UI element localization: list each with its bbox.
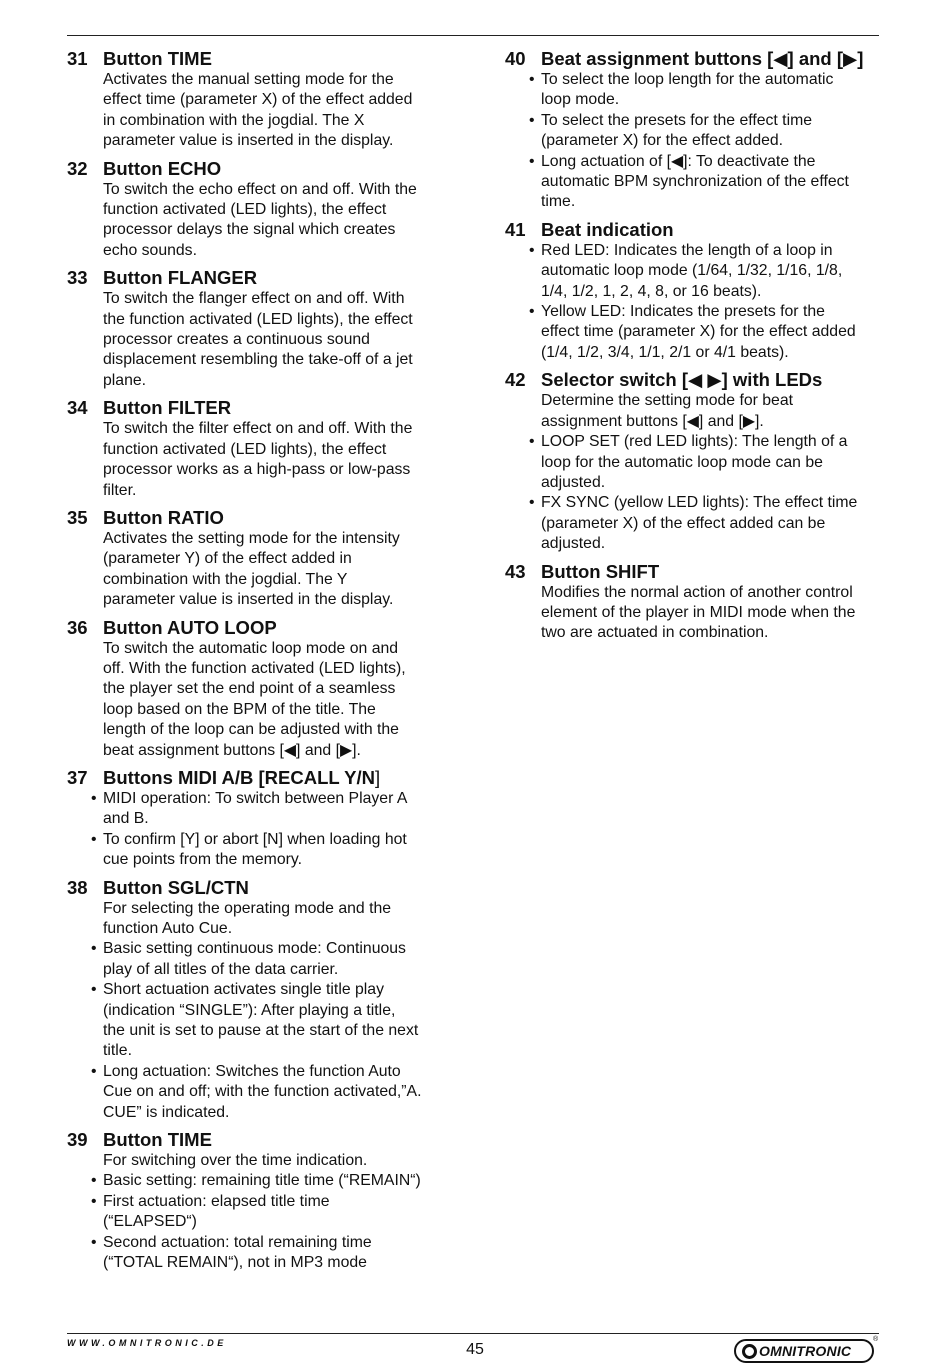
description-line: processor delays the signal which creates: [103, 221, 396, 239]
section-number: 32: [67, 157, 88, 179]
description-line: assignment buttons [◀] and [▶].: [541, 412, 764, 430]
section-number: 42: [505, 369, 526, 391]
bullet-icon: •: [91, 1192, 97, 1210]
bullet-text: [103, 830, 447, 871]
section-number: 33: [67, 267, 88, 289]
bullet-text: [103, 1192, 447, 1233]
section-heading: [67, 507, 447, 529]
bullet-icon: •: [91, 1172, 97, 1190]
right-column: [505, 48, 885, 650]
description-line: combination with the jogdial. The Y: [103, 570, 348, 588]
bullet-item: [529, 111, 885, 152]
section-title: [103, 267, 257, 289]
description-line: effect time (parameter X) of the effect added: [103, 91, 413, 109]
section-title: [541, 369, 822, 391]
bullet-item: [529, 152, 885, 213]
description-line: in combination with the jogdial. The X: [103, 111, 365, 129]
bullet-line: loop mode.: [541, 91, 620, 109]
bullet-text: [103, 1233, 447, 1274]
section-title: [541, 48, 863, 70]
description-line: To switch the automatic loop mode on and: [103, 639, 399, 657]
section-heading: [67, 267, 447, 289]
section-title-text: Buttons MIDI A/B [RECALL Y/N: [103, 766, 376, 788]
section-title: [103, 507, 224, 529]
bullet-line: LOOP SET (red LED lights): The length of a: [541, 433, 848, 451]
section-number: 31: [67, 48, 88, 69]
bullet-line: Long actuation: Switches the function Auto: [103, 1062, 401, 1080]
section-heading: [67, 617, 447, 639]
bullet-text: [541, 493, 885, 554]
section-title-text: Button RATIO: [103, 506, 224, 528]
bullet-line: Second actuation: total remaining time: [103, 1233, 372, 1251]
bullet-line: (“ELAPSED“): [103, 1213, 197, 1231]
bullet-item: [91, 830, 447, 871]
left-column: [67, 48, 447, 1280]
section-title: [103, 397, 231, 419]
bullet-line: automatic loop mode (1/64, 1/32, 1/16, 1/8,: [541, 262, 843, 280]
section-41: [505, 219, 885, 363]
description-line: processor works as a high-pass or low-pass: [103, 461, 411, 479]
bullet-line: adjusted.: [541, 473, 606, 491]
bullet-line: play of all titles of the data carrier.: [103, 960, 339, 978]
bullet-line: cue points from the memory.: [103, 851, 302, 869]
bullet-text: [103, 980, 447, 1062]
bullet-item: [529, 493, 885, 554]
bullet-line: (indication “SINGLE”): After playing a title,: [103, 1001, 396, 1019]
section-title-text: Button FLANGER: [103, 267, 258, 289]
bullet-line: To confirm [Y] or abort [N] when loading hot: [103, 830, 407, 848]
section-number: 37: [67, 766, 88, 788]
section-35: [67, 507, 447, 611]
bullet-icon: •: [529, 433, 535, 451]
logo-text: OMNITRONIC: [759, 1343, 852, 1359]
description-line: the function activated (LED lights), the effect: [103, 310, 413, 328]
description-line: filter.: [103, 481, 137, 499]
bullet-item: [91, 939, 447, 980]
section-heading: [67, 1129, 447, 1151]
bullet-text: [103, 1171, 447, 1191]
bullet-line: the unit is set to pause at the start of the next: [103, 1022, 419, 1040]
bullet-line: CUE” is indicated.: [103, 1103, 230, 1121]
bullet-icon: •: [91, 940, 97, 958]
section-heading: [67, 767, 447, 789]
section-heading: [505, 561, 885, 583]
description-line: Activates the manual setting mode for the: [103, 71, 394, 88]
description-line: beat assignment buttons [◀] and [▶].: [103, 741, 361, 759]
section-title: [103, 48, 212, 70]
bullet-item: [91, 789, 447, 830]
section-title: [103, 1129, 212, 1151]
bullet-icon: •: [91, 830, 97, 848]
bullet-text: [541, 111, 885, 152]
section-31: [67, 48, 447, 152]
bullet-line: Yellow LED: Indicates the presets for the: [541, 303, 825, 321]
bullet-icon: •: [91, 789, 97, 807]
section-number: 36: [67, 616, 88, 638]
description-line: To switch the echo effect on and off. With the: [103, 180, 417, 198]
bullet-icon: •: [529, 241, 535, 259]
bullet-text: [103, 1062, 447, 1123]
section-heading: [505, 219, 885, 241]
bullet-icon: •: [529, 303, 535, 321]
top-rule: [67, 35, 879, 36]
page-number: 45: [466, 1341, 484, 1358]
bullet-line: Basic setting continuous mode: Continuous: [103, 940, 406, 958]
bullet-line: (“TOTAL REMAIN“), not in MP3 mode: [103, 1254, 367, 1272]
section-number: 41: [505, 218, 526, 240]
description-line: To switch the filter effect on and off. With the: [103, 420, 413, 438]
bullet-text: [541, 152, 885, 213]
section-42: [505, 369, 885, 554]
section-40: [505, 48, 885, 213]
section-title: [103, 158, 221, 180]
bullet-icon: •: [529, 71, 535, 88]
section-number: 39: [67, 1129, 88, 1151]
bullet-line: Cue on and off; with the function activated,”A.: [103, 1083, 422, 1101]
description-line: off. With the function activated (LED lights),: [103, 659, 406, 677]
section-heading: [505, 369, 885, 391]
bullet-line: time.: [541, 193, 576, 211]
bullet-line: (1/4, 1/2, 3/4, 1/1, 2/1 or 4/1 beats).: [541, 343, 789, 361]
omnitronic-logo: [734, 1339, 874, 1363]
footer-rule: [67, 1333, 879, 1334]
bullet-item: [529, 302, 885, 363]
section-title: [541, 561, 659, 583]
bullet-line: adjusted.: [541, 535, 606, 553]
section-heading: [67, 158, 447, 180]
description-line: loop based on the BPM of the title. The: [103, 700, 376, 718]
section-title-text: Button SHIFT: [541, 560, 660, 582]
description-line: length of the loop can be adjusted with the: [103, 721, 399, 739]
bullet-line: First actuation: elapsed title time: [103, 1192, 330, 1210]
section-title-text: Button ECHO: [103, 157, 222, 179]
bullet-text: [103, 939, 447, 980]
bullet-line: effect time (parameter X) for the effect added: [541, 323, 856, 341]
bullet-line: Red LED: Indicates the length of a loop in: [541, 241, 833, 259]
description-line: processor creates a continuous sound: [103, 331, 370, 349]
bullet-icon: •: [529, 152, 535, 170]
bullet-line: Short actuation activates single title play: [103, 981, 384, 999]
bullet-line: title.: [103, 1042, 132, 1060]
section-title-text: Button SGL/CTN: [103, 876, 249, 898]
description-line: To switch the flanger effect on and off. With: [103, 290, 405, 308]
bullet-line: To select the presets for the effect time: [541, 111, 813, 129]
section-number: 34: [67, 397, 88, 419]
description-line: function Auto Cue.: [103, 920, 233, 937]
section-title-text: Beat assignment buttons [◀] and [▶]: [541, 48, 864, 69]
bullet-line: MIDI operation: To switch between Player A: [103, 789, 408, 807]
section-title: [103, 617, 277, 639]
description-line: Modifies the normal action of another control: [541, 583, 853, 601]
section-number: 35: [67, 506, 88, 528]
section-title-text: Beat indication: [541, 218, 674, 240]
description-line: For switching over the time indication.: [103, 1152, 368, 1170]
section-39: [67, 1129, 447, 1273]
registered-mark: ®: [873, 1336, 879, 1343]
bullet-icon: •: [529, 111, 535, 129]
description-line: Activates the setting mode for the intensity: [103, 529, 400, 547]
section-number: 43: [505, 560, 526, 582]
bullet-item: [91, 1062, 447, 1123]
section-number: 38: [67, 876, 88, 898]
bullet-line: To select the loop length for the automatic: [541, 71, 834, 88]
bullet-icon: •: [91, 1233, 97, 1251]
footer-url: WWW.OMNITRONIC.DE: [67, 1338, 227, 1348]
description-line: element of the player in MIDI mode when the: [541, 603, 856, 621]
bullet-text: [541, 70, 885, 111]
bullet-text: [541, 432, 885, 493]
section-34: [67, 397, 447, 501]
description-line: parameter value is inserted in the display.: [103, 132, 394, 150]
bullet-item: [529, 241, 885, 302]
section-heading: [505, 48, 885, 70]
section-title-text: Button TIME: [103, 1129, 212, 1151]
section-title: [541, 219, 674, 241]
section-32: [67, 158, 447, 262]
description-line: two are actuated in combination.: [541, 624, 769, 642]
bullet-line: Long actuation of [◀]: To deactivate the: [541, 152, 816, 170]
description-line: Determine the setting mode for beat: [541, 392, 794, 410]
bullet-line: 1/4, 1/2, 1, 2, 4, 8, or 16 beats).: [541, 282, 762, 300]
section-38: [67, 877, 447, 1123]
bullet-item: [91, 1192, 447, 1233]
bullet-text: [541, 241, 885, 302]
logo-ring-icon: [742, 1344, 757, 1359]
description-line: displacement resembling the take-off of a jet: [103, 351, 413, 369]
bullet-icon: •: [91, 1062, 97, 1080]
bullet-line: (parameter X) for the effect added.: [541, 132, 784, 150]
bullet-line: Basic setting: remaining title time (“REMAIN“): [103, 1172, 421, 1190]
bullet-text: [541, 302, 885, 363]
bullet-line: FX SYNC (yellow LED lights): The effect time: [541, 494, 858, 512]
section-heading: [67, 877, 447, 899]
description-line: parameter value is inserted in the display.: [103, 591, 394, 609]
description-line: For selecting the operating mode and the: [103, 899, 392, 917]
bullet-icon: •: [529, 494, 535, 512]
description-line: plane.: [103, 371, 147, 389]
section-title: [103, 767, 380, 789]
section-title: [103, 877, 249, 899]
bullet-line: automatic BPM synchronization of the effect: [541, 173, 849, 191]
section-33: [67, 267, 447, 391]
bullet-line: (parameter X) of the effect added can be: [541, 514, 826, 532]
bullet-icon: •: [91, 981, 97, 999]
section-title-suffix: ]: [375, 766, 381, 788]
section-title-text: Button TIME: [103, 48, 212, 69]
section-43: [505, 561, 885, 644]
section-number: 40: [505, 48, 526, 69]
section-heading: [67, 397, 447, 419]
section-title-text: Selector switch [◀ ▶] with LEDs: [541, 369, 823, 391]
bullet-item: [91, 1233, 447, 1274]
bullet-item: [529, 432, 885, 493]
section-heading: [67, 48, 447, 70]
bullet-line: and B.: [103, 810, 149, 828]
description-line: the player set the end point of a seamless: [103, 680, 396, 698]
section-title-text: Button FILTER: [103, 397, 232, 419]
bullet-item: [91, 1171, 447, 1191]
bullet-item: [529, 70, 885, 111]
description-line: function activated (LED lights), the effect: [103, 440, 387, 458]
section-37: [67, 767, 447, 871]
section-36: [67, 617, 447, 761]
description-line: function activated (LED lights), the effect: [103, 201, 387, 219]
description-line: (parameter Y) of the effect added in: [103, 550, 352, 568]
bullet-text: [103, 789, 447, 830]
bullet-item: [91, 980, 447, 1062]
description-line: echo sounds.: [103, 241, 197, 259]
bullet-line: loop for the automatic loop mode can be: [541, 453, 823, 471]
section-title-text: Button AUTO LOOP: [103, 616, 277, 638]
